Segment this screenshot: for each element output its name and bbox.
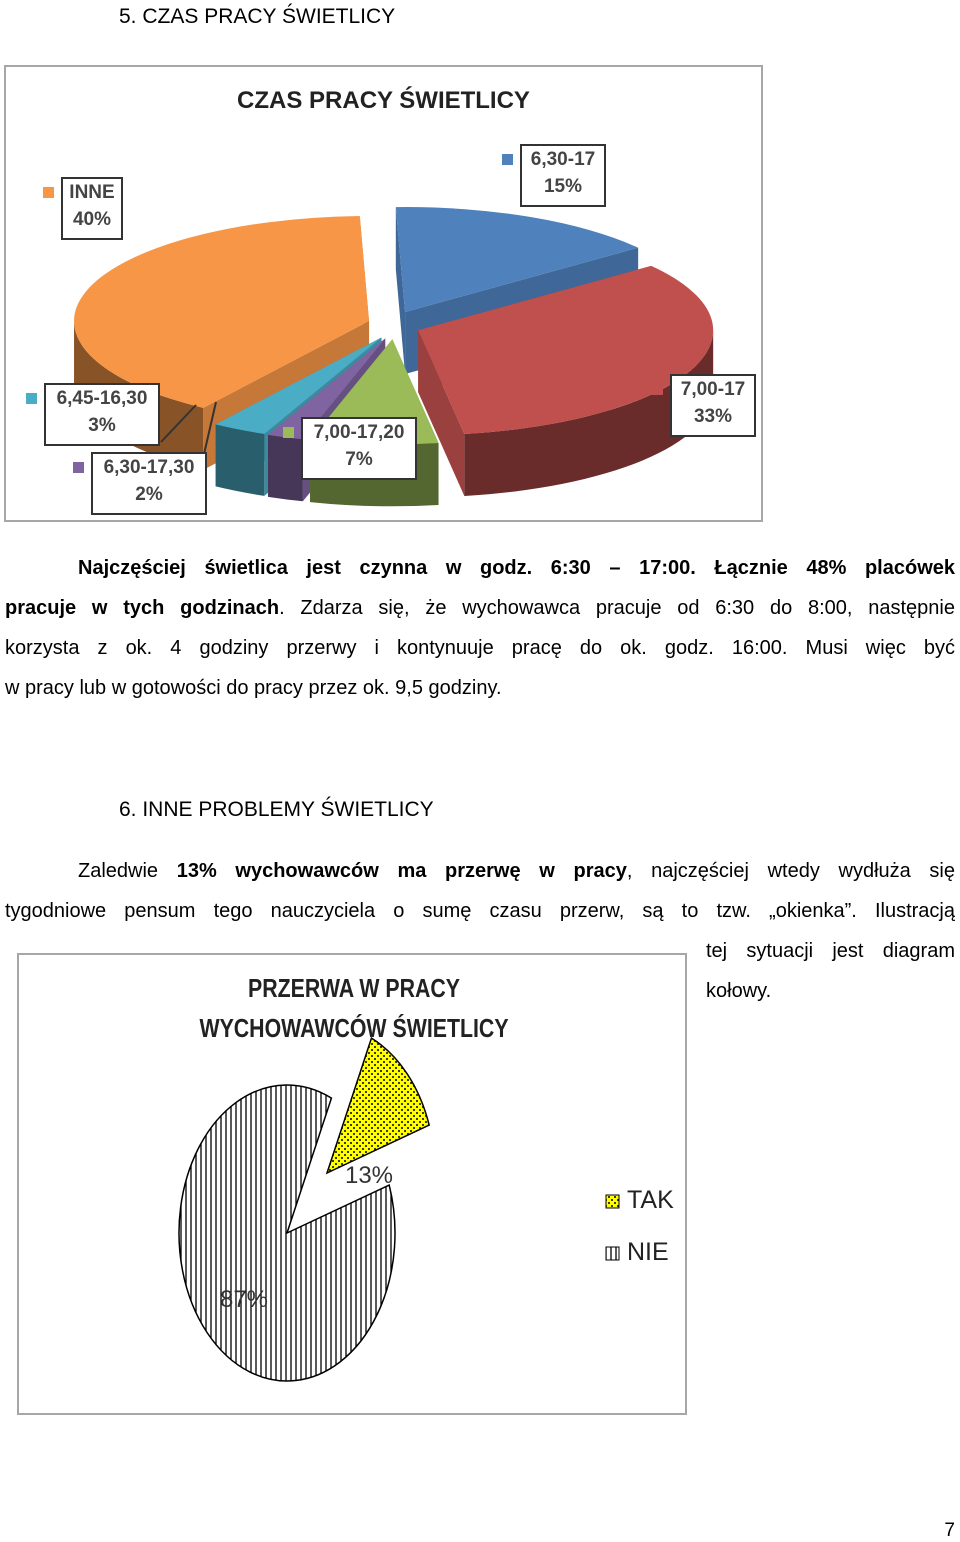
- legend-swatch: [606, 1247, 619, 1260]
- legend-swatch: [26, 393, 37, 404]
- paragraph-line: [5, 588, 955, 628]
- slice-side: [216, 424, 265, 496]
- legend-swatch: [652, 384, 663, 395]
- section-5-paragraph: [5, 548, 955, 708]
- slice-percent: 3%: [88, 415, 116, 436]
- slice-label-7-00-17: [670, 374, 756, 437]
- pie-chart-patterned: [19, 955, 685, 1413]
- chart-work-hours: [4, 65, 763, 522]
- slice-percent: 2%: [135, 484, 163, 505]
- legend-swatch: [606, 1195, 619, 1208]
- slice-percent: 33%: [693, 406, 733, 427]
- pie-slice-tak: [327, 1038, 429, 1173]
- section-6-side-text: [706, 931, 955, 1011]
- data-label: 13%: [344, 1162, 394, 1189]
- section-6-heading: 6. INNE PROBLEMY ŚWIETLICY: [119, 798, 434, 821]
- slice-percent: 15%: [543, 176, 583, 197]
- chart-title-line1: PRZERWA W PRACY: [247, 973, 461, 1003]
- slice-name: INNE: [69, 182, 115, 203]
- slice-name: 7,00-17,20: [313, 422, 405, 443]
- legend-swatch: [283, 427, 294, 438]
- slice-label-6-30-17-30: [91, 452, 207, 515]
- paragraph-line: [5, 628, 955, 668]
- paragraph-line: [5, 668, 955, 708]
- page-number: 7: [944, 1520, 955, 1541]
- data-label: 87%: [219, 1286, 269, 1313]
- chart-work-break: [17, 953, 687, 1415]
- paragraph-line: [5, 851, 955, 891]
- slice-percent: 7%: [345, 449, 373, 470]
- slice-label-7-00-17-20: [301, 417, 417, 480]
- paragraph-line: tej sytuacji jest diagram: [706, 940, 955, 962]
- slice-label-inne: [61, 177, 123, 240]
- bold-text: 13% wychowawców ma przerwę w pracy: [176, 860, 627, 882]
- bold-text: Najczęściej świetlica jest czynna w godz. 6:30 – 17:00. Łącznie 48% placówek: [78, 557, 955, 579]
- legend-swatch: [73, 462, 84, 473]
- bold-text: pracuje w tych godzinach: [5, 597, 280, 619]
- text-run: , najczęściej wtedy wydłuża się: [626, 860, 955, 882]
- legend-swatch: [502, 154, 513, 165]
- section-6-paragraph: [5, 851, 955, 931]
- slice-name: 7,00-17: [680, 379, 746, 400]
- paragraph-line: kołowy.: [706, 980, 772, 1002]
- slice-label-6-45-16-30: [44, 383, 160, 446]
- text-run: . Zdarza się, że wychowawca pracuje od 6:30 do 8:00, następnie: [279, 597, 955, 619]
- text-run: w pracy lub w gotowości do pracy przez ok. 9,5 godziny.: [5, 677, 502, 699]
- text-run: Zaledwie: [78, 860, 177, 882]
- legend-swatch: [43, 187, 54, 198]
- legend-label: TAK: [627, 1186, 674, 1214]
- slice-percent: 40%: [72, 209, 112, 230]
- paragraph-line: [5, 548, 955, 588]
- slice-name: 6,30-17: [530, 149, 596, 170]
- text-run: korzysta z ok. 4 godziny przerwy i kontynuuje pracę do ok. godz. 16:00. Musi więc być: [5, 637, 955, 659]
- chart-title-line2: WYCHOWAWCÓW ŚWIETLICY: [199, 1013, 509, 1043]
- paragraph-line: tygodniowe pensum tego nauczyciela o sumę czasu przerw, są to tzw. „okienka”. Ilustracją: [5, 900, 955, 922]
- slice-label-6-30-17: [520, 144, 606, 207]
- chart-title: CZAS PRACY ŚWIETLICY: [237, 87, 530, 114]
- legend-label: NIE: [627, 1238, 669, 1266]
- section-5-heading: 5. CZAS PRACY ŚWIETLICY: [119, 5, 396, 28]
- slice-side: [268, 435, 303, 501]
- slice-name: 6,30-17,30: [103, 457, 195, 478]
- slice-name: 6,45-16,30: [56, 388, 148, 409]
